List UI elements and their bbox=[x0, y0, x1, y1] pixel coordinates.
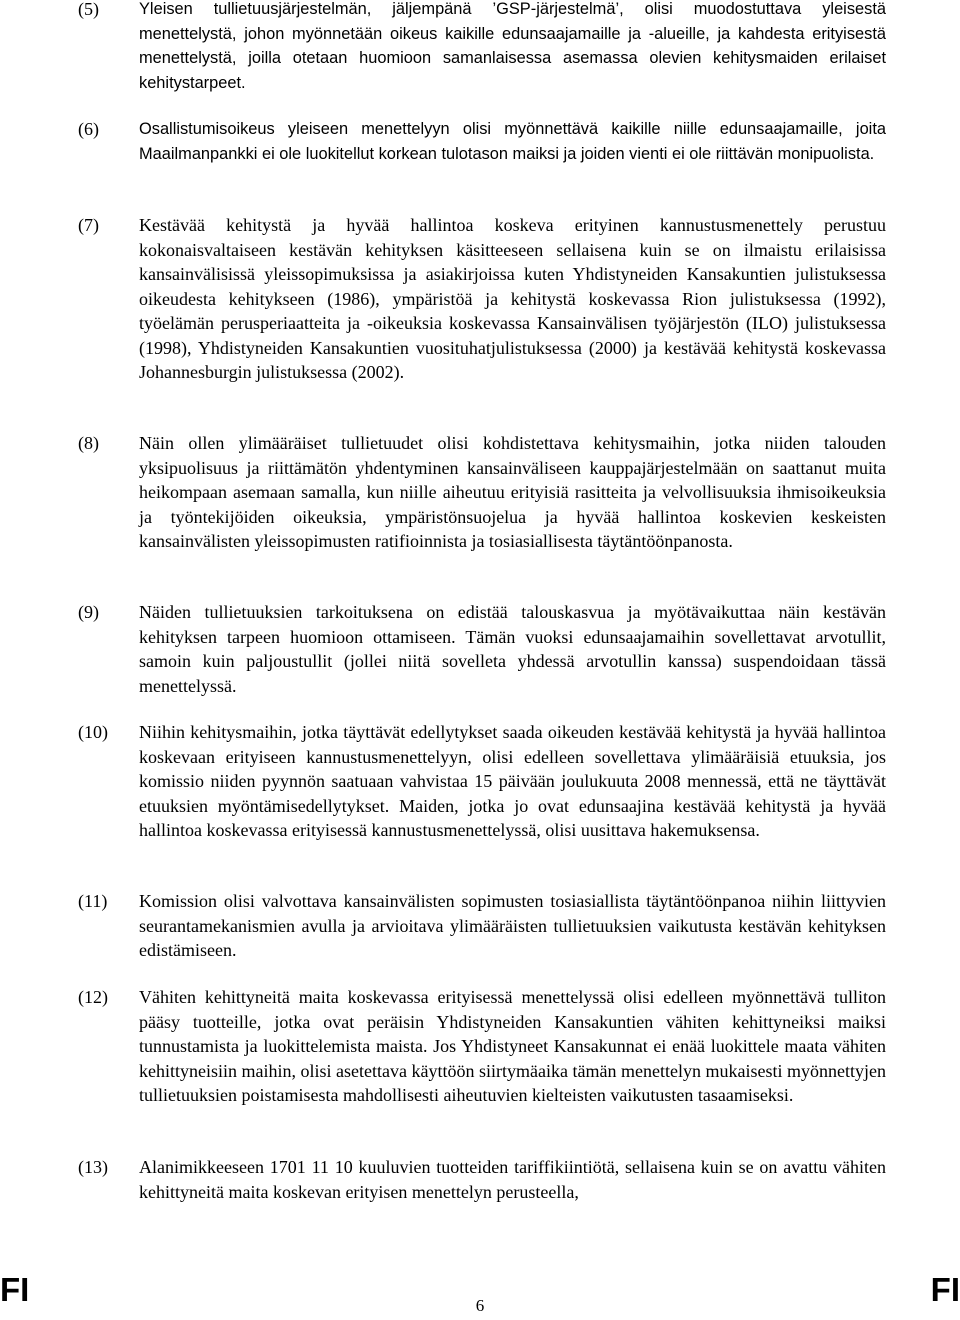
paragraph-number: (7) bbox=[78, 215, 99, 235]
paragraph-11 bbox=[78, 889, 886, 963]
paragraph-number: (8) bbox=[78, 433, 99, 453]
paragraph-text: Niihin kehitysmaihin, jotka täyttävät edellytykset saada oikeuden kestävää kehitystä ja hyvää hallintoa koskevaan erityiseen kannustusmenettelyyn, olisi edelleen sovellettava ylimääräisiä etuuksia, jos komissio niiden pyynnön saatuaan vahvistaa 15 päivään joulukuuta 2008 mennessä, että ne täyttävät etuuksien myöntämisedellytykset. Maiden, jotka jo ovat edunsaajina kestävää kehitystä ja hyvää hallintoa koskevassa erityisessä kannustusmenettelyssä, olisi uusittava hakemuksensa. bbox=[139, 722, 886, 840]
paragraph-number: (11) bbox=[78, 891, 108, 911]
paragraph-text: Alanimikkeeseen 1701 11 10 kuuluvien tuotteiden tariffikiintiötä, sellaisena kuin se on avattu vähiten kehittyneitä maita koskevan erityisen menettelyn perusteella, bbox=[139, 1157, 886, 1202]
paragraph-number: (9) bbox=[78, 602, 99, 622]
paragraph-text: Komission olisi valvottava kansainvälisten sopimusten tosiasiallista täytäntöönpanoa niihin liittyvien seurantamekanismien avulla ja arvioitava ylimääräisten tullietuuksien vaikutusta kestävän kehityksen edistämiseen. bbox=[139, 891, 886, 960]
paragraph-12 bbox=[78, 985, 886, 1108]
page-number: 6 bbox=[475, 1296, 485, 1315]
paragraph-number: (6) bbox=[78, 119, 99, 139]
paragraph-text: Vähiten kehittyneitä maita koskevassa erityisessä menettelyssä olisi edelleen myönnettävä tulliton pääsy tuotteille, jotka ovat peräisin Yhdistyneiden Kansakuntien vähiten kehittyneiksi maiksi tunnustamista ja luokittelemista maista. Jos Yhdistyneet Kansakunnat ei enää luokittele maata vähiten kehittyneisiin maihin, olisi asetettava käyttöön siirtymäaika tämän menettelyn mukaisesti myönnettyjen tullietuuksien poistamisesta mahdollisesti aiheutuvien kielteisten vaikutusten tasaamiseksi. bbox=[139, 987, 886, 1105]
paragraph-9 bbox=[78, 600, 886, 698]
paragraph-text: Kestävää kehitystä ja hyvää hallintoa koskeva erityinen kannustusmenettely perustuu kokonaisvaltaiseen kestävän kehityksen käsitteeseen sellaisena kuin se on ilmaistu erilaisissa kansainvälisissä yleissopimuksissa ja asiakirjoissa kuten Yhdistyneiden Kansakuntien julistuksessa oikeudesta kehitykseen (1986), ympäristöä ja kehitystä koskevassa Rion julistuksessa (1992), työelämän perusperiaatteita ja -oikeuksia koskevassa Kansainvälisen työjärjestön (ILO) julistuksessa (1998), Yhdistyneiden Kansakuntien vuosituhatjulistuksessa (2000) ja kestävää kehitystä koskevassa Johannesburgin julistuksessa (2002). bbox=[139, 215, 886, 382]
paragraph-number: (5) bbox=[78, 0, 99, 19]
paragraph-text: Osallistumisoikeus yleiseen menettelyyn olisi myönnettävä kaikille niille edunsaajamaille, joita Maailmanpankki ei ole luokitellut korkean tulotason maiksi ja joiden vienti ei ole riittävän monipuolista. bbox=[139, 120, 886, 163]
paragraph-7 bbox=[78, 213, 886, 385]
language-code-left: FI bbox=[0, 1271, 30, 1308]
paragraph-text: Näin ollen ylimääräiset tullietuudet olisi kohdistettava kehitysmaihin, jotka niiden talouden yksipuolisuus ja riittämätön yhdentyminen kansainväliseen kauppajärjestelmään on saattanut muita heikompaan asemaan samalla, kun niille aiheutuu erityisiä rasitteita ja velvollisuuksia ihmisoikeuksia ja työntekijöiden oikeuksia, ympäristönsuojelua ja hyvää hallintoa koskevien keskeisten kansainvälisten yleissopimusten ratifioinnista ja tosiasiallisesta täytäntöönpanosta. bbox=[139, 433, 886, 551]
paragraph-number: (12) bbox=[78, 987, 108, 1007]
paragraph-10 bbox=[78, 720, 886, 843]
paragraph-text: Yleisen tullietuusjärjestelmän, jäljempänä ’GSP-järjestelmä’, olisi muodostuttava yleisestä menettelystä, johon myönnetään oikeus kaikille edunsaajamaille ja -alueille, ja kahdesta erityisestä menettelystä, joilla otetaan huomioon samanlaisessa asemassa olevien kehitysmaiden erilaiset kehitystarpeet. bbox=[139, 0, 886, 92]
paragraph-13 bbox=[78, 1155, 886, 1204]
language-code-right: FI bbox=[930, 1271, 960, 1308]
paragraph-number: (10) bbox=[78, 722, 108, 742]
paragraph-number: (13) bbox=[78, 1157, 108, 1177]
paragraph-8 bbox=[78, 431, 886, 554]
paragraph-6 bbox=[78, 117, 886, 166]
paragraph-5 bbox=[78, 0, 886, 95]
paragraph-text: Näiden tullietuuksien tarkoituksena on edistää talouskasvua ja myötävaikuttaa näin kestävän kehityksen tarpeen huomioon ottamiseen. Tämän vuoksi edunsaajamaihin sovellettavat arvotullit, samoin kuin paljoustullit (jollei niitä sovelleta yhdessä arvotullin kanssa) suspendoidaan tässä menettelyssä. bbox=[139, 602, 886, 696]
